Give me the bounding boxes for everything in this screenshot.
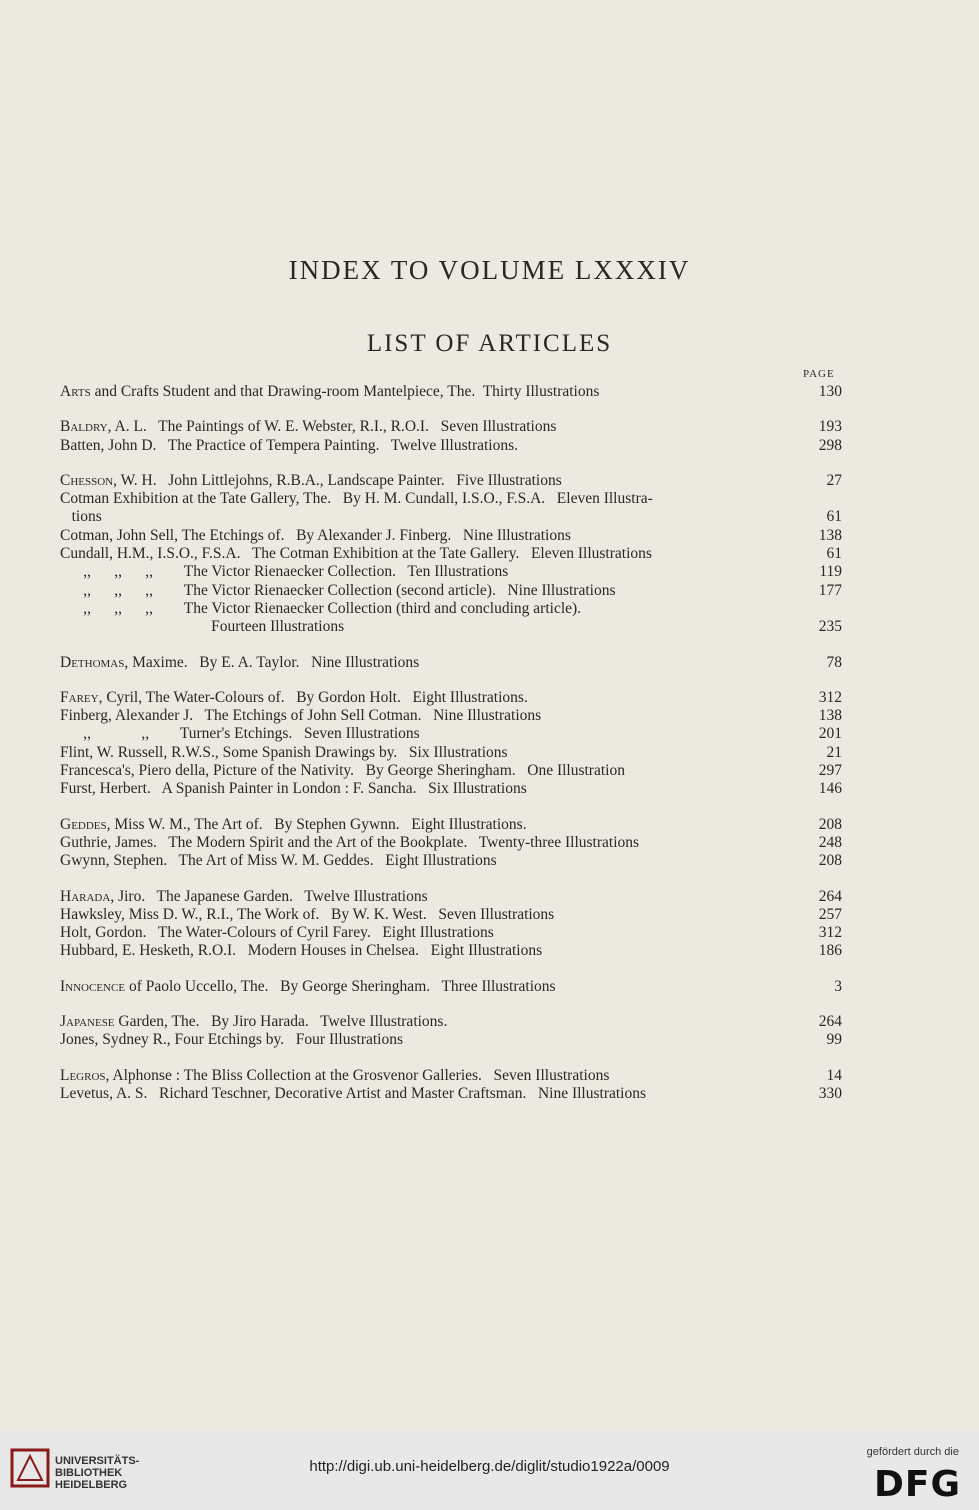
list-item	[60, 654, 860, 672]
entry-text	[60, 654, 419, 672]
entry-group	[60, 978, 860, 996]
entry-group	[60, 383, 860, 401]
entry-text	[60, 834, 639, 852]
entry-text	[60, 600, 581, 618]
entry-page-number: 138	[818, 526, 842, 544]
list-item	[60, 383, 860, 401]
entry-group	[60, 472, 860, 637]
entry-text	[60, 924, 494, 942]
entry-text	[60, 490, 653, 508]
entry-title: Cotman Exhibition at the Tate Gallery, The. By H. M. Cundall, I.S.O., F.S.A. Eleven Illustra-	[60, 490, 653, 508]
funding-label: gefördert durch die	[866, 1446, 959, 1458]
list-item	[60, 418, 860, 436]
entry-author: Arts	[60, 383, 91, 400]
list-item	[60, 888, 860, 906]
entry-text	[60, 1085, 646, 1103]
entry-page-number: 130	[818, 383, 842, 400]
entry-page-number: 297	[818, 762, 842, 780]
entry-text	[60, 744, 508, 762]
entry-title: ,, ,, ,, The Victor Rienaecker Collection. Ten Illustrations	[60, 563, 509, 581]
list-item	[60, 816, 860, 834]
entry-page-number: 235	[818, 618, 842, 636]
list-item	[60, 1067, 860, 1085]
entry-text	[60, 852, 497, 870]
dfg-logo: DFG	[873, 1464, 961, 1505]
entry-page-number: 248	[818, 833, 842, 851]
footer-bar	[0, 1430, 979, 1510]
entry-page-number: 146	[818, 780, 842, 798]
entry-title: , Alphonse : The Bliss Collection at the Grosvenor Galleries. Seven Illustrations	[105, 1066, 610, 1084]
entry-page-number: 21	[826, 743, 842, 761]
list-item	[60, 472, 860, 490]
entry-author: Chesson	[60, 471, 114, 489]
entry-text	[60, 725, 420, 743]
entry-title: Hawksley, Miss D. W., R.I., The Work of. By W. K. West. Seven Illustrations	[60, 905, 555, 923]
entry-text	[60, 1031, 403, 1049]
entry-title: , Maxime. By E. A. Taylor. Nine Illustrations	[124, 653, 420, 671]
list-item	[60, 508, 860, 526]
entry-title: Garden, The. By Jiro Harada. Twelve Illustrations.	[114, 1013, 448, 1031]
entry-title: ,, ,, Turner's Etchings. Seven Illustrations	[60, 725, 420, 743]
entry-page-number: 177	[818, 581, 842, 599]
page-column-header: PAGE	[803, 368, 835, 380]
entry-page-number: 78	[826, 653, 842, 671]
entry-text	[60, 942, 542, 960]
entry-group	[60, 418, 860, 455]
entry-author: Innocence	[60, 977, 126, 995]
list-item	[60, 1085, 860, 1103]
entry-author: Farey	[60, 688, 99, 706]
entry-author: Geddes	[60, 815, 107, 833]
list-item	[60, 527, 860, 545]
entry-page-number: 264	[818, 1013, 842, 1031]
permalink-url[interactable]: http://digi.ub.uni-heidelberg.de/diglit/studio1922a/0009	[309, 1458, 670, 1475]
entry-group	[60, 816, 860, 871]
entry-text	[60, 906, 554, 924]
entry-text	[60, 816, 527, 834]
entry-author: Dethomas	[60, 653, 125, 671]
entry-text	[60, 707, 541, 725]
entry-text	[60, 978, 556, 996]
entry-text	[60, 472, 562, 490]
entry-text	[60, 780, 527, 798]
entry-page-number: 330	[818, 1084, 842, 1102]
list-item	[60, 762, 860, 780]
entry-text	[60, 437, 518, 455]
entry-author: Baldry	[60, 418, 108, 436]
entry-title: Finberg, Alexander J. The Etchings of John Sell Cotman. Nine Illustrations	[60, 707, 542, 725]
list-item	[60, 545, 860, 563]
entry-text	[60, 618, 344, 636]
entry-title: ,, ,, ,, The Victor Rienaecker Collection (second article). Nine Illustrations	[60, 581, 616, 599]
entry-text	[60, 418, 556, 436]
entry-title: Flint, W. Russell, R.W.S., Some Spanish Drawings by. Six Illustrations	[60, 743, 508, 761]
entry-text	[60, 689, 528, 707]
entry-title: , W. H. John Littlejohns, R.B.A., Landscape Painter. Five Illustrations	[113, 471, 562, 489]
list-item	[60, 834, 860, 852]
entry-title: Levetus, A. S. Richard Teschner, Decorative Artist and Master Craftsman. Nine Illustrations	[60, 1084, 647, 1102]
entry-page-number: 138	[818, 707, 842, 725]
section-title: LIST OF ARTICLES	[366, 330, 613, 357]
entry-title: , Miss W. M., The Art of. By Stephen Gywnn. Eight Illustrations.	[106, 815, 527, 833]
entry-page-number: 61	[826, 545, 842, 563]
list-item	[60, 582, 860, 600]
list-item	[60, 744, 860, 762]
list-item	[60, 852, 860, 870]
entry-text	[60, 1013, 447, 1031]
entry-page-number: 193	[818, 418, 842, 436]
list-item	[60, 563, 860, 581]
entry-text	[60, 508, 102, 526]
entry-page-number: 27	[826, 471, 842, 489]
entry-text	[60, 563, 508, 581]
list-item	[60, 490, 860, 508]
entry-title: , Cyril, The Water-Colours of. By Gordon Holt. Eight Illustrations.	[98, 688, 528, 706]
list-item	[60, 924, 860, 942]
entry-group	[60, 654, 860, 672]
entry-title: , Jiro. The Japanese Garden. Twelve Illustrations	[110, 887, 428, 905]
entry-page-number: 312	[818, 924, 842, 942]
entry-author: Japanese	[60, 1013, 115, 1031]
article-list	[60, 383, 860, 1120]
entry-page-number: 208	[818, 815, 842, 833]
entry-page-number: 312	[818, 688, 842, 706]
entry-page-number: 3	[834, 977, 842, 995]
entry-title: tions	[60, 508, 102, 526]
list-item	[60, 1013, 860, 1031]
entry-page-number: 298	[818, 436, 842, 454]
entry-title: Guthrie, James. The Modern Spirit and the Art of the Bookplate. Twenty-three Illustrations	[60, 833, 640, 851]
entry-page-number: 119	[819, 563, 842, 581]
entry-group	[60, 1013, 860, 1050]
list-item	[60, 942, 860, 960]
entry-title: Furst, Herbert. A Spanish Painter in London : F. Sancha. Six Illustrations	[60, 780, 527, 798]
entry-text	[60, 545, 652, 563]
list-item	[60, 725, 860, 743]
entry-page-number: 201	[818, 725, 842, 743]
entry-title: Jones, Sydney R., Four Etchings by. Four Illustrations	[60, 1031, 404, 1049]
entry-page-number: 186	[818, 942, 842, 960]
entry-page-number: 14	[826, 1066, 842, 1084]
entry-title: , A. L. The Paintings of W. E. Webster, R.I., R.O.I. Seven Illustrations	[107, 418, 557, 436]
entry-author: Legros	[60, 1066, 106, 1084]
entry-page-number: 61	[826, 508, 842, 526]
entry-text	[60, 888, 428, 906]
list-item	[60, 437, 860, 455]
index-title: INDEX TO VOLUME LXXXIV	[288, 255, 691, 285]
list-item	[60, 600, 860, 618]
entry-title: Fourteen Illustrations	[60, 618, 345, 636]
entry-title: and Crafts Student and that Drawing-room Mantelpiece, The. Thirty Illustrations	[90, 383, 600, 400]
list-item	[60, 618, 860, 636]
list-item	[60, 1031, 860, 1049]
entry-group	[60, 888, 860, 961]
entry-title: Gwynn, Stephen. The Art of Miss W. M. Geddes. Eight Illustrations	[60, 852, 497, 870]
entry-text	[60, 383, 599, 401]
entry-page-number: 257	[818, 905, 842, 923]
entry-text	[60, 762, 625, 780]
entry-title: Batten, John D. The Practice of Tempera Painting. Twelve Illustrations.	[60, 436, 518, 454]
entry-text	[60, 582, 616, 600]
list-item	[60, 906, 860, 924]
entry-title: Cundall, H.M., I.S.O., F.S.A. The Cotman Exhibition at the Tate Gallery. Eleven Illustrations	[60, 545, 652, 563]
entry-page-number: 99	[826, 1031, 842, 1049]
entry-group	[60, 689, 860, 799]
entry-text	[60, 1067, 609, 1085]
entry-title: Cotman, John Sell, The Etchings of. By Alexander J. Finberg. Nine Illustrations	[60, 526, 571, 544]
list-item	[60, 707, 860, 725]
list-item	[60, 978, 860, 996]
entry-title: ,, ,, ,, The Victor Rienaecker Collection (third and concluding article).	[60, 599, 582, 617]
list-item	[60, 689, 860, 707]
entry-author: Harada	[60, 887, 111, 905]
entry-page-number: 208	[818, 852, 842, 870]
entry-group	[60, 1067, 860, 1104]
entry-title: Holt, Gordon. The Water-Colours of Cyril Farey. Eight Illustrations	[60, 924, 494, 942]
entry-title: Francesca's, Piero della, Picture of the Nativity. By George Sheringham. One Illustration	[60, 762, 625, 780]
entry-text	[60, 527, 571, 545]
entry-title: Hubbard, E. Hesketh, R.O.I. Modern Houses in Chelsea. Eight Illustrations	[60, 942, 543, 960]
list-item	[60, 780, 860, 798]
entry-page-number: 264	[818, 887, 842, 905]
entry-title: of Paolo Uccello, The. By George Sheringham. Three Illustrations	[125, 977, 556, 995]
library-name: UNIVERSITÄTS- BIBLIOTHEK HEIDELBERG	[55, 1455, 140, 1491]
